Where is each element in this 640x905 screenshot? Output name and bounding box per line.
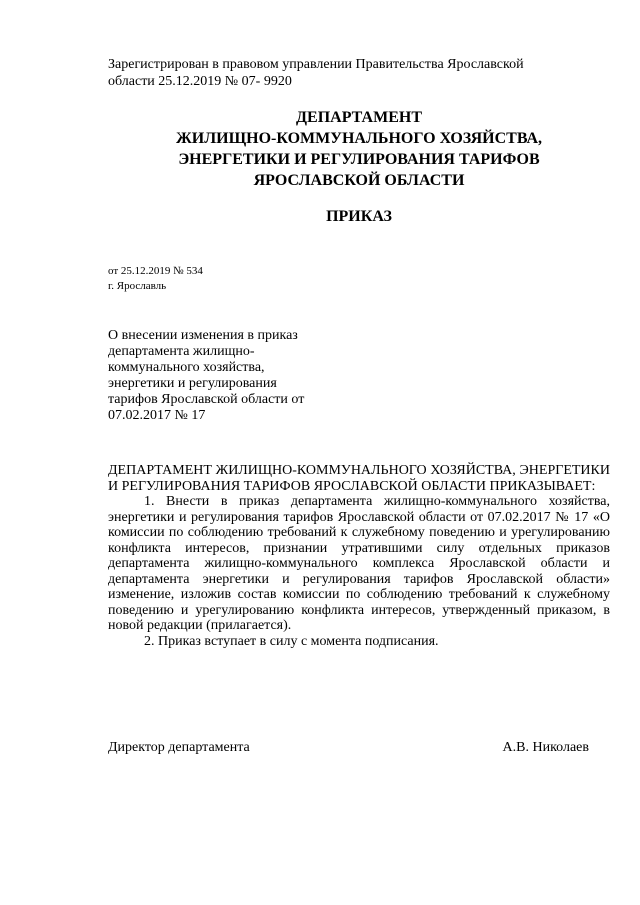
order-preamble: ДЕПАРТАМЕНТ ЖИЛИЩНО-КОММУНАЛЬНОГО ХОЗЯЙСТВА, ЭНЕРГЕТИКИ И РЕГУЛИРОВАНИЯ ТАРИФОВ ЯРОСЛАВСКОЙ ОБЛАСТИ ПРИКАЗЫВАЕТ: <box>108 463 610 494</box>
heading-line-3: ЭНЕРГЕТИКИ И РЕГУЛИРОВАНИЯ ТАРИФОВ <box>178 151 540 168</box>
order-paragraph-1: 1. Внести в приказ департамента жилищно-коммунального хозяйства, энергетики и регулирования тарифов Ярославской области от 07.02.2017 № 17 «О комиссии по соблюдению требований к служебному поведению и урегулированию конфликта интересов, признании утратившими силу отдельных приказов департамента жилищно-коммунального комплекса Ярославской области и департамента энергетики и регулирования тарифов Ярославской области» изменение, изложив состав комиссии по соблюдению требований к служебному поведению и урегулированию конфликта интересов, утвержденный приказом, в новой редакции (прилагается). <box>108 494 610 633</box>
registration-line-2: области 25.12.2019 № 07- 9920 <box>108 74 292 89</box>
department-heading <box>108 107 610 191</box>
subject-line-6: 07.02.2017 № 17 <box>108 408 206 423</box>
registration-line-1: Зарегистрирован в правовом управлении Правительства Ярославской <box>108 57 524 72</box>
heading-line-1: ДЕПАРТАМЕНТ <box>296 109 422 126</box>
signatory-name: А.В. Николаев <box>502 740 589 755</box>
subject-line-1: О внесении изменения в приказ <box>108 328 298 343</box>
order-subject <box>108 328 338 424</box>
registration-note <box>108 56 610 90</box>
signatory-position: Директор департамента <box>108 740 250 755</box>
order-paragraph-2: 2. Приказ вступает в силу с момента подписания. <box>144 633 439 649</box>
order-meta <box>108 264 610 294</box>
heading-line-4: ЯРОСЛАВСКОЙ ОБЛАСТИ <box>253 172 465 189</box>
subject-line-5: тарифов Ярославской области от <box>108 392 305 407</box>
order-city: г. Ярославль <box>108 280 167 292</box>
subject-line-4: энергетики и регулирования <box>108 376 277 391</box>
heading-line-2: ЖИЛИЩНО-КОММУНАЛЬНОГО ХОЗЯЙСТВА, <box>175 130 543 147</box>
subject-line-2: департамента жилищно- <box>108 344 255 359</box>
subject-line-3: коммунального хозяйства, <box>108 360 265 375</box>
order-body <box>108 463 610 649</box>
order-date-number: от 25.12.2019 № 534 <box>108 265 203 277</box>
signature-block <box>108 739 589 756</box>
order-title: ПРИКАЗ <box>326 208 392 225</box>
